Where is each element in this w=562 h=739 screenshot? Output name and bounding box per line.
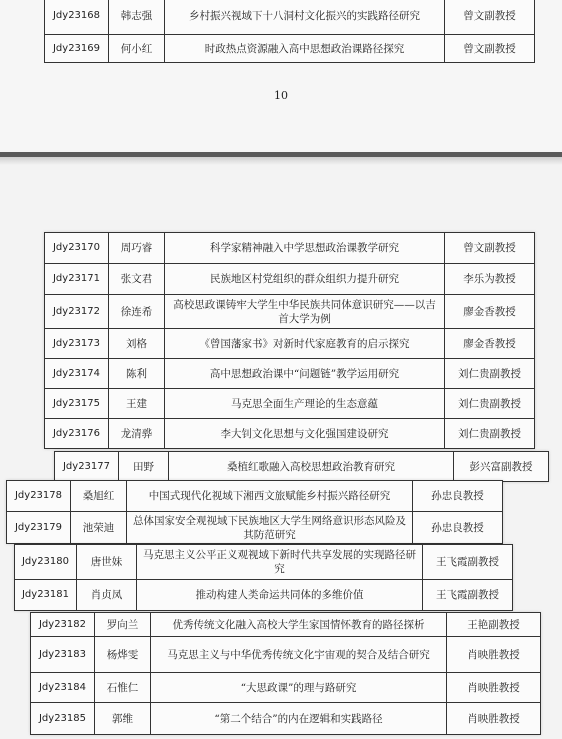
project-title: 桑植红歌融入高校思想政治教育研究 (169, 452, 454, 482)
advisor: 曾文副教授 (445, 233, 535, 264)
record-id: Jdy23178 (7, 481, 71, 512)
record-id: Jdy23172 (45, 295, 109, 329)
advisor: 肖映胜教授 (447, 673, 541, 703)
top-page-fragment (0, 0, 562, 152)
record-id: Jdy23184 (31, 673, 95, 703)
record-id: Jdy23180 (15, 545, 77, 580)
record-id: Jdy23175 (45, 389, 109, 419)
advisor: 王飞霞副教授 (423, 545, 513, 580)
student-name: 王建 (109, 389, 165, 419)
student-name: 池荣迪 (71, 512, 127, 544)
project-title: 总体国家安全观视域下民族地区大学生网络意识形态风险及其防范研究 (127, 512, 413, 544)
record-id: Jdy23173 (45, 329, 109, 359)
record-id: Jdy23176 (45, 419, 109, 449)
project-title: 马克思主义公平正义观视域下新时代共享发展的实现路径研究 (137, 545, 423, 580)
table-row (45, 419, 535, 449)
student-name: 韩志强 (109, 0, 165, 35)
records-table-d (30, 612, 541, 735)
advisor: 肖映胜教授 (447, 637, 541, 673)
advisor: 廖金香教授 (445, 295, 535, 329)
project-title: 优秀传统文化融入高校大学生家国情怀教育的路径探析 (151, 613, 447, 637)
record-id: Jdy23185 (31, 703, 95, 735)
student-name: 罗向兰 (95, 613, 151, 637)
advisor: 刘仁贵副教授 (445, 419, 535, 449)
project-title: “大思政课”的理与路研究 (151, 673, 447, 703)
record-id: Jdy23170 (45, 233, 109, 264)
advisor: 廖金香教授 (445, 329, 535, 359)
student-name: 徐连希 (109, 295, 165, 329)
advisor: 刘仁贵副教授 (445, 389, 535, 419)
student-name: 何小红 (109, 35, 165, 63)
advisor: 孙忠良教授 (413, 512, 503, 544)
table-row (15, 580, 513, 611)
table-row (45, 389, 535, 419)
table-row (45, 0, 535, 35)
record-id: Jdy23174 (45, 359, 109, 389)
table-row (31, 637, 541, 673)
project-title: 马克思全面生产理论的生态意蕴 (165, 389, 445, 419)
records-table-a (44, 232, 535, 449)
project-title: 科学家精神融入中学思想政治课教学研究 (165, 233, 445, 264)
student-name: 唐世妹 (77, 545, 137, 580)
project-title: 《曾国藩家书》对新时代家庭教育的启示探究 (165, 329, 445, 359)
record-id: Jdy23168 (45, 0, 109, 35)
student-name: 刘格 (109, 329, 165, 359)
table-row (55, 452, 549, 482)
student-name: 陈利 (109, 359, 165, 389)
advisor: 王艳副教授 (447, 613, 541, 637)
student-name: 肖贞凤 (77, 580, 137, 611)
project-title: “第二个结合”的内在逻辑和实践路径 (151, 703, 447, 735)
table-row (45, 295, 535, 329)
record-id: Jdy23183 (31, 637, 95, 673)
student-name: 周巧睿 (109, 233, 165, 264)
project-title: 中国式现代化视域下湘西文旅赋能乡村振兴路径研究 (127, 481, 413, 512)
table-row (7, 512, 503, 544)
project-title: 马克思主义与中华优秀传统文化宇宙观的契合及结合研究 (151, 637, 447, 673)
records-table-c (14, 544, 513, 611)
project-title: 高校思政课铸牢大学生中华民族共同体意识研究——以吉首大学为例 (165, 295, 445, 329)
student-name: 郭维 (95, 703, 151, 735)
advisor: 曾文副教授 (445, 35, 535, 63)
record-id: Jdy23182 (31, 613, 95, 637)
student-name: 龙清骅 (109, 419, 165, 449)
record-id: Jdy23169 (45, 35, 109, 63)
table-row (45, 233, 535, 264)
page-number: 10 (274, 89, 288, 102)
project-title: 李大钊文化思想与文化强国建设研究 (165, 419, 445, 449)
records-table-177 (54, 451, 549, 482)
student-name: 田野 (119, 452, 169, 482)
student-name: 桑旭红 (71, 481, 127, 512)
table-row (45, 264, 535, 295)
table-row (7, 481, 503, 512)
record-id: Jdy23181 (15, 580, 77, 611)
project-title: 民族地区村党组织的群众组织力提升研究 (165, 264, 445, 295)
table-row (31, 673, 541, 703)
advisor: 王飞霞副教授 (423, 580, 513, 611)
records-table-b (6, 480, 503, 544)
table-row (45, 329, 535, 359)
project-title: 推动构建人类命运共同体的多维价值 (137, 580, 423, 611)
student-name: 石惟仁 (95, 673, 151, 703)
project-title: 时政热点资源融入高中思想政治课路径探究 (165, 35, 445, 63)
record-id: Jdy23177 (55, 452, 119, 482)
advisor: 曾文副教授 (445, 0, 535, 35)
student-name: 杨烨雯 (95, 637, 151, 673)
advisor: 彭兴富副教授 (454, 452, 549, 482)
student-name: 张文君 (109, 264, 165, 295)
table-row (31, 703, 541, 735)
advisor: 肖映胜教授 (447, 703, 541, 735)
table-row (31, 613, 541, 637)
advisor: 刘仁贵副教授 (445, 359, 535, 389)
advisor: 孙忠良教授 (413, 481, 503, 512)
table-row (15, 545, 513, 580)
table-row (45, 359, 535, 389)
record-id: Jdy23171 (45, 264, 109, 295)
advisor: 李乐为教授 (445, 264, 535, 295)
project-title: 高中思想政治课中“问题链”教学运用研究 (165, 359, 445, 389)
record-id: Jdy23179 (7, 512, 71, 544)
project-title: 乡村振兴视域下十八洞村文化振兴的实践路径研究 (165, 0, 445, 35)
table-row (45, 35, 535, 63)
top-table (44, 0, 535, 63)
